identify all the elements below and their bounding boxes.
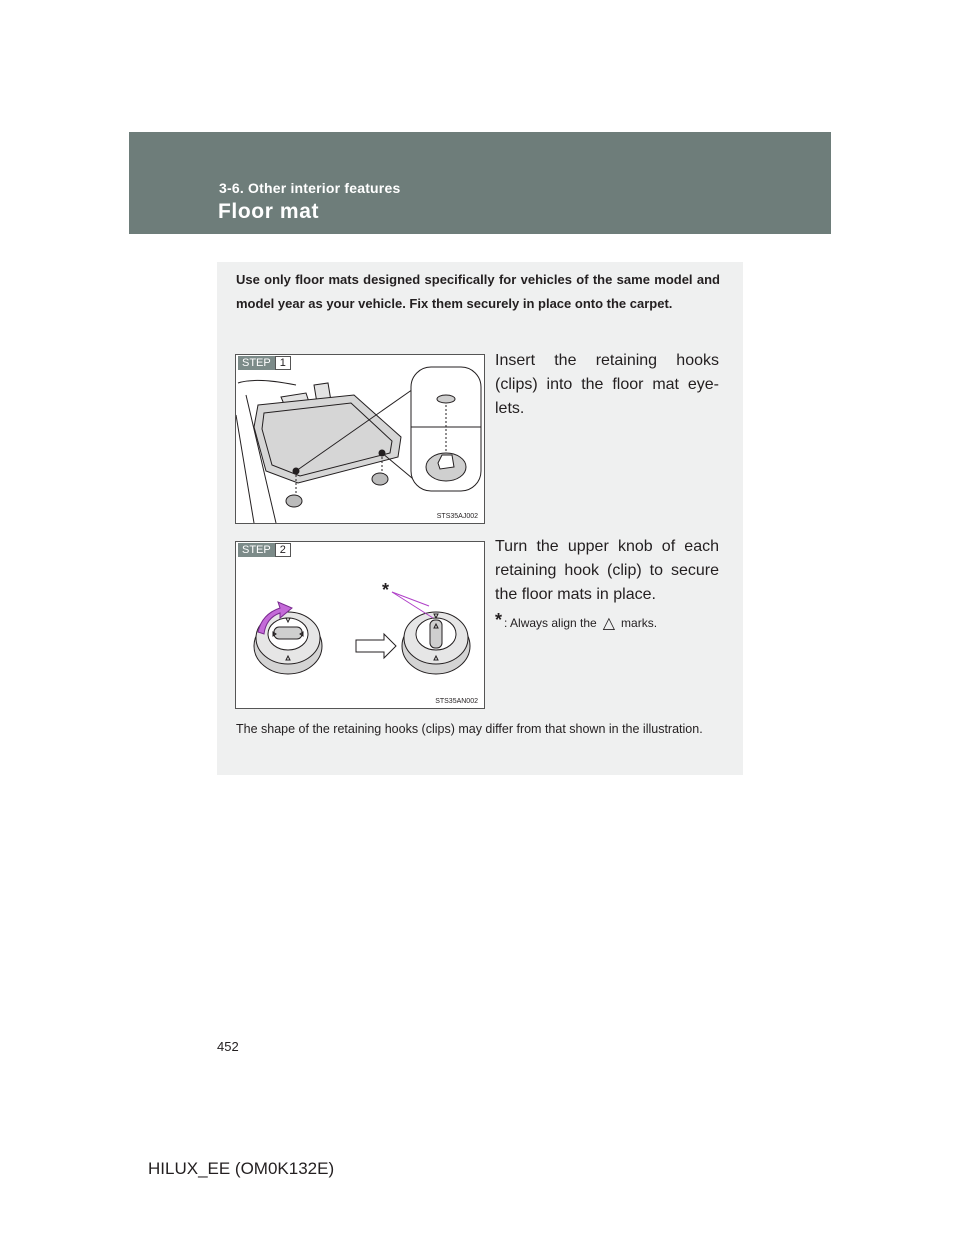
step-word: STEP [238,543,275,557]
footnote-text-start: : Always align the [504,615,597,630]
section-label: 3-6. Other interior features [219,180,401,196]
footnote-text-end: marks. [621,615,658,630]
step-1-tag [238,356,291,370]
step-word: STEP [238,356,275,370]
page-number: 452 [217,1039,239,1054]
footer-code: HILUX_EE (OM0K132E) [148,1159,335,1178]
step2-illustration [235,541,485,709]
step-number: 2 [275,543,291,557]
step1-illustration [235,354,485,524]
step-2-tag [238,543,291,557]
footnote-marker: * [495,610,503,630]
floor-mat-hook-illustration [236,355,484,523]
intro-text: Use only floor mats designed specifically for vehicles of the same model and model year as your vehicle. Fix them securely in place onto the carpet. [236,272,720,311]
step-number: 1 [275,356,291,370]
triangle-icon: △ [602,614,616,632]
star-marker: * [382,580,390,600]
footnote [495,612,657,633]
step2-text: Turn the upper knob of each retaining hook (clip) to secure the floor mats in place. [495,538,719,603]
note-text: The shape of the retaining hooks (clips) may differ from that shown in the illustration. [236,722,703,736]
knob-turn-illustration [236,542,484,708]
figure-code: STS35AN002 [435,698,478,705]
figure-code: STS35AJ002 [436,513,478,520]
page-title: Floor mat [218,200,320,223]
step1-text: Insert the retaining hooks (clips) into the floor mat eye-lets. [495,352,719,417]
